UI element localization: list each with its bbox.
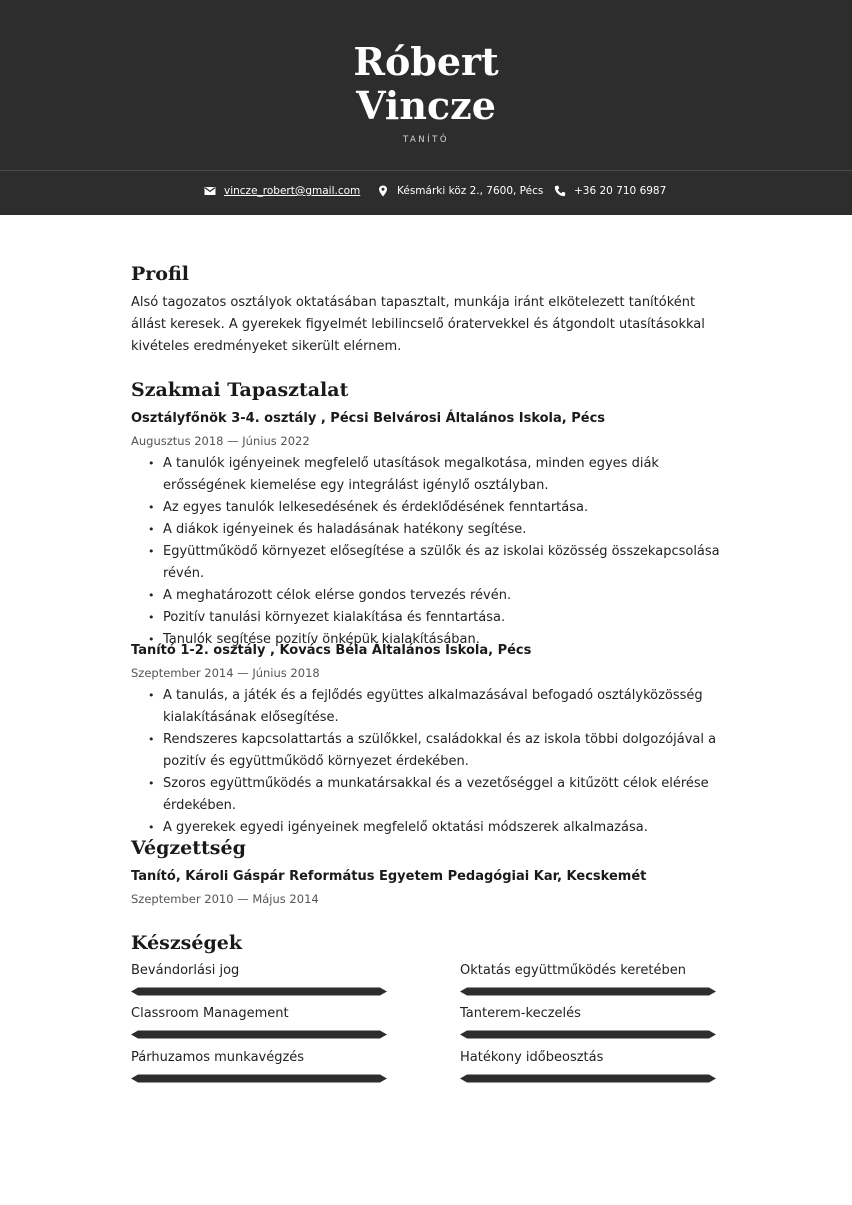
- list-item: • Tanulók segítése pozitív önképük kialakításában.: [131, 629, 731, 651]
- list-item: • A diákok igényeinek és haladásának hatékony segítése.: [131, 519, 731, 541]
- job-bullet-list: [131, 685, 731, 839]
- profile-title: Profil: [131, 263, 190, 285]
- skill-label: Oktatás együttműködés keretében: [460, 963, 686, 978]
- skill-level-fill: [131, 1031, 387, 1039]
- location-pin-icon: [377, 185, 389, 197]
- skill-label: Párhuzamos munkavégzés: [131, 1050, 305, 1065]
- experience-title: Szakmai Tapasztalat: [131, 379, 349, 401]
- list-item: • Az egyes tanulók lelkesedésének és érdeklődésének fenntartása.: [131, 497, 731, 519]
- address-text: Késmárki köz 2., 7600, Pécs: [397, 185, 544, 197]
- list-item: • Pozitív tanulási környezet kialakítása és fenntartása.: [131, 607, 731, 629]
- education-heading: Tanító, Károli Gáspár Református Egyetem Pedagógiai Kar, Kecskemét: [131, 869, 647, 884]
- skill-label: Bevándorlási jog: [131, 963, 240, 978]
- skill-label: Tanterem-keczelés: [460, 1006, 581, 1021]
- skills-title: Készségek: [131, 932, 242, 954]
- skill-level-fill: [131, 1075, 387, 1083]
- list-item: • Rendszeres kapcsolattartás a szülőkkel, családokkal és az iskola többi dolgozójával a pozitív és együttműködő környezet érdekében.: [131, 729, 731, 773]
- list-item: • A meghatározott célok elérse gondos tervezés révén.: [131, 585, 731, 607]
- skill-level-fill: [131, 988, 387, 996]
- job-dates: Augusztus 2018 — Június 2022: [131, 434, 310, 448]
- contact-address: [377, 185, 543, 197]
- list-item: • A tanulók igényeinek megfelelő utasítások megalkotása, minden egyes diák erősségének kiemelése egy integrálást igénylő osztályban.: [131, 453, 731, 497]
- skill-level-bar: [460, 987, 716, 996]
- list-item: • Együttműködő környezet elősegítése a szülők és az iskolai közösség összekapcsolása révén.: [131, 541, 731, 585]
- job-heading: Tanító 1-2. osztály , Kovács Béla Általános Iskola, Pécs: [131, 643, 532, 658]
- job-title: TANÍTÓ: [402, 135, 450, 145]
- first-name: Róbert: [353, 39, 499, 84]
- contact-phone: [554, 185, 666, 197]
- skill-level-bar: [460, 1074, 716, 1083]
- skill-level-bar: [131, 1074, 387, 1083]
- skill-level-bar: [131, 987, 387, 996]
- education-title: Végzettség: [131, 837, 246, 859]
- job-heading: Osztályfőnök 3-4. osztály , Pécsi Belvárosi Általános Iskola, Pécs: [131, 411, 606, 426]
- last-name: Vincze: [356, 83, 496, 128]
- list-item: • Szoros együttműködés a munkatársakkal és a vezetőséggel a kitűzött célok elérése érdekében.: [131, 773, 731, 817]
- education-dates: Szeptember 2010 — Május 2014: [131, 892, 319, 906]
- skill-level-fill: [460, 988, 716, 996]
- skill-label: Hatékony időbeosztás: [460, 1050, 604, 1065]
- contact-email[interactable]: [204, 185, 360, 197]
- profile-text: Alsó tagozatos osztályok oktatásában tapasztalt, munkája iránt elkötelezett tanítóként állást keresek. A gyerekek figyelmét lebilincselő óratervekkel és átgondolt utasításokkal kivételes eredményeket sikerült elérnem.: [131, 295, 705, 354]
- skill-level-bar: [460, 1030, 716, 1039]
- phone-icon: [554, 185, 566, 197]
- resume-header: [0, 0, 852, 170]
- email-link[interactable]: vincze_robert@gmail.com: [224, 185, 361, 197]
- list-item: • A gyerekek egyedi igényeinek megfelelő oktatási módszerek alkalmazása.: [131, 817, 731, 839]
- job-bullet-list: [131, 453, 731, 651]
- list-item: • A tanulás, a játék és a fejlődés együttes alkalmazásával befogadó osztályközösség kialakításának elősegítése.: [131, 685, 731, 729]
- skill-label: Classroom Management: [131, 1006, 289, 1021]
- contact-bar: [0, 170, 852, 215]
- skill-level-bar: [131, 1030, 387, 1039]
- phone-text: +36 20 710 6987: [574, 185, 667, 197]
- envelope-icon: [204, 185, 216, 197]
- skill-level-fill: [460, 1031, 716, 1039]
- skill-level-fill: [460, 1075, 716, 1083]
- job-dates: Szeptember 2014 — Június 2018: [131, 666, 320, 680]
